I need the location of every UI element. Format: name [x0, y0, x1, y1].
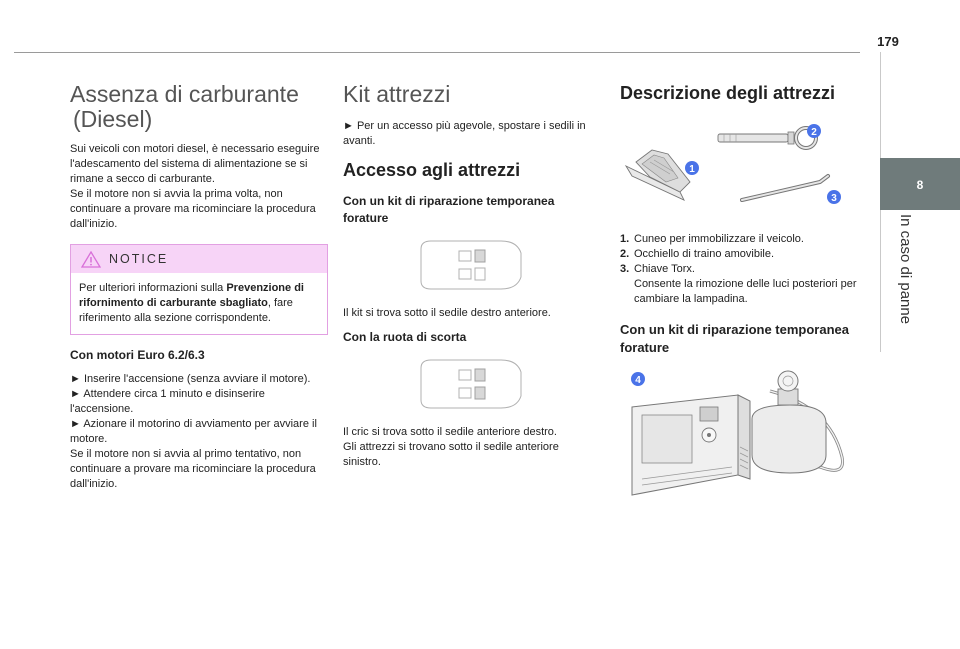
compressor-illustration	[620, 367, 860, 512]
chapter-title: In caso di panne	[897, 214, 914, 325]
list-item-number: 2.	[620, 248, 630, 260]
kit-heading-tools: Con un kit di riparazione temporanea forature	[620, 322, 849, 355]
intro-paragraph: Sui veicoli con motori diesel, è necessario eseguire l'adescamento del sistema di alimentazione se si rimane a secco di carburante.	[70, 143, 320, 185]
car-seat-diagram-spare	[413, 356, 525, 412]
step-3: ► Azionare il motorino di avviamento per avviare il motore.	[70, 418, 317, 445]
page-number: 179	[877, 34, 899, 49]
notice-text-start: Per ulteriori informazioni sulla	[79, 282, 227, 294]
notice-header	[71, 245, 327, 273]
tools-list	[620, 232, 878, 307]
section-title-toolkit: Kit attrezzi	[343, 81, 451, 107]
kit-location: Il kit si trova sotto il sedile destro anteriore.	[343, 307, 551, 319]
list-item-number: 3.	[620, 263, 630, 275]
spare-heading: Con la ruota di scorta	[343, 330, 467, 344]
list-item-detail: Consente la rimozione delle luci posteriori per cambiare la lampadina.	[634, 278, 857, 305]
step-1: ► Inserire l'accensione (senza avviare il motore).	[70, 373, 311, 385]
chapter-number: 8	[916, 178, 924, 192]
list-item	[620, 262, 878, 277]
car-seat-diagram-kit	[413, 237, 525, 293]
callout-4: 4	[635, 375, 641, 386]
top-rule	[14, 52, 860, 53]
closing-paragraph: Se il motore non si avvia al primo tentativo, non continuare a provare ma ricominciare la procedura dall'inizio.	[70, 448, 316, 490]
notice-text	[71, 273, 327, 334]
toolkit-intro: ► Per un accesso più agevole, spostare i sedili in avanti.	[343, 120, 586, 147]
kit-heading: Con un kit di riparazione temporanea forature	[343, 194, 555, 225]
column-fuel	[70, 82, 328, 492]
notice-box	[70, 244, 328, 335]
section-title-fuel	[70, 82, 328, 132]
tools-illustration	[620, 122, 860, 217]
notice-text-end: , fare riferimento alla sezione corrispondente.	[79, 297, 293, 324]
notice-label: NOTICE	[109, 252, 169, 266]
callout-2: 2	[811, 127, 817, 138]
list-item-text: Cuneo per immobilizzare il veicolo.	[634, 233, 804, 245]
list-item	[620, 232, 878, 247]
notice-text-bold: Prevenzione di rifornimento di carburante sbagliato	[79, 282, 304, 309]
section-title-tools: Descrizione degli attrezzi	[620, 83, 836, 103]
title-line-1: Assenza di carburante	[70, 81, 299, 107]
jack-location: Il cric si trova sotto il sedile anteriore destro.	[343, 426, 557, 438]
list-item	[620, 247, 878, 262]
engines-heading: Con motori Euro 6.2/6.3	[70, 348, 205, 362]
column-tools-description	[620, 82, 878, 517]
callout-3: 3	[831, 193, 837, 204]
step-2: ► Attendere circa 1 minuto e disinserire l'accensione.	[70, 388, 265, 415]
list-item-number: 1.	[620, 233, 630, 245]
column-toolkit	[343, 82, 598, 470]
intro-paragraph-2: Se il motore non si avvia la prima volta, non continuare a provare ma ricominciare la procedura dall'inizio.	[70, 188, 316, 230]
access-heading: Accesso agli attrezzi	[343, 160, 521, 180]
list-item-text: Chiave Torx.	[634, 263, 695, 275]
callout-1: 1	[689, 164, 695, 175]
list-item-text: Occhiello di traino amovibile.	[634, 248, 775, 260]
title-line-2: (Diesel)	[73, 106, 153, 132]
tools-location: Gli attrezzi si trovano sotto il sedile anteriore sinistro.	[343, 441, 559, 468]
warning-triangle-icon	[81, 251, 101, 268]
